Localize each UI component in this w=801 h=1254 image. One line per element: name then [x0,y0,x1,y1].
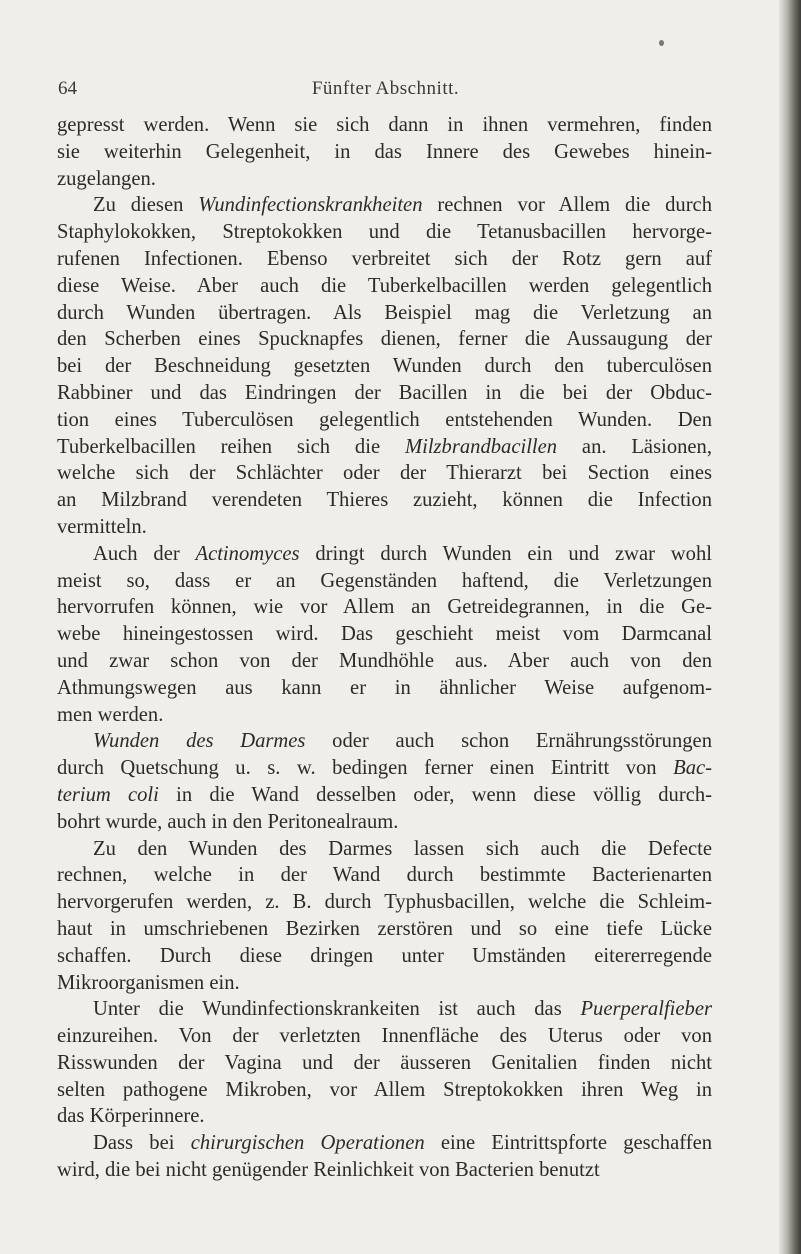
text-line: terium coli in die Wand desselben oder, wenn diese völlig durch- [57,783,712,806]
paragraph [57,728,712,835]
text-line: rechnen, welche in der Wand durch bestimmte Bacterienarten [57,864,712,887]
italic-term: chirurgischen Operationen [190,1132,425,1155]
text-line: Unter die Wundinfectionskrankeiten ist auch das Puerperalfieber [93,998,712,1021]
paragraph [57,996,712,1130]
ink-smudge [659,40,664,46]
text-line: Wunden des Darmes oder auch schon Ernährungsstörungen [93,730,712,753]
italic-term: Wunden des Darmes [93,730,306,753]
paragraph [57,541,712,729]
italic-term: Actinomyces [195,542,300,565]
text-line: schaffen. Durch diese dringen unter Umständen eitererregende [57,944,712,967]
text-line: zugelangen. [57,167,156,190]
text-line: webe hineingestossen wird. Das geschieht meist vom Darmcanal [57,623,712,646]
text-line: sie weiterhin Gelegenheit, in das Innere des Gewebes hinein- [57,140,712,163]
text-line: gepresst werden. Wenn sie sich dann in ihnen vermehren, finden [57,114,712,136]
paragraph [57,836,712,997]
text-line: Athmungswegen aus kann er in ähnlicher Weise aufgenom- [57,676,712,699]
text-line: einzureihen. Von der verletzten Innenfläche des Uterus oder von [57,1025,712,1048]
text-line: Mikroorganismen ein. [57,971,240,994]
page-header [58,78,713,102]
text-line: das Körperinnere. [57,1105,205,1128]
text-line: rufenen Infectionen. Ebenso verbreitet sich der Rotz gern auf [57,247,712,270]
text-line: den Scherben eines Spucknapfes dienen, ferner die Aussaugung der [57,328,712,351]
text-line: wird, die bei nicht genügender Reinlichkeit von Bacterien benutzt [57,1159,600,1182]
text-line: Auch der Actinomyces dringt durch Wunden ein und zwar wohl [93,542,712,565]
text-line: Rabbiner und das Eindringen der Bacillen in die bei der Obduc- [57,381,712,404]
body-text [57,112,712,1184]
paragraph [57,112,712,192]
text-line: diese Weise. Aber auch die Tuberkelbacillen werden gelegentlich [57,274,712,297]
text-line: Staphylokokken, Streptokokken und die Tetanusbacillen hervorge- [57,221,712,244]
text-line: vermitteln. [57,515,147,538]
text-line: meist so, dass er an Gegenständen haftend, die Verletzungen [57,569,712,592]
text-line: Zu diesen Wundinfectionskrankheiten rechnen vor Allem die durch [93,194,712,217]
text-line: durch Quetschung u. s. w. bedingen ferner einen Eintritt von Bac- [57,757,712,780]
text-line: tion eines Tuberculösen gelegentlich entstehenden Wunden. Den [57,408,712,431]
text-line: Dass bei chirurgischen Operationen eine Eintrittspforte geschaffen [93,1132,713,1155]
text-line: bohrt wurde, auch in den Peritonealraum. [57,810,399,833]
text-line: Risswunden der Vagina und der äusseren Genitalien finden nicht [57,1051,712,1074]
text-line: bei der Beschneidung gesetzten Wunden durch den tuberculösen [57,355,712,378]
italic-term: Wundinfectionskrankheiten [198,194,423,217]
italic-term: terium coli [57,783,159,806]
text-line: hervorrufen können, wie vor Allem an Getreidegrannen, in die Ge- [57,596,712,619]
page-number: 64 [58,78,77,99]
paragraph [57,1130,712,1184]
text-line: Tuberkelbacillen reihen sich die Milzbrandbacillen an. Läsionen, [57,435,712,458]
text-line: welche sich der Schlächter oder der Thierarzt bei Section eines [57,462,712,485]
text-line: und zwar schon von der Mundhöhle aus. Aber auch von den [57,649,712,672]
text-line: durch Wunden übertragen. Als Beispiel mag die Verletzung an [57,301,712,324]
text-line: men werden. [57,703,164,726]
paragraph [57,192,712,540]
italic-term: Milzbrandbacillen [404,435,558,458]
page-edge-shadow [779,0,801,1254]
text-line: an Milzbrand verendeten Thieres zuzieht, können die Infection [57,489,712,512]
text-line: selten pathogene Mikroben, vor Allem Streptokokken ihren Weg in [57,1078,712,1101]
text-line: hervorgerufen werden, z. B. durch Typhusbacillen, welche die Schleim- [57,891,712,914]
running-title: Fünfter Abschnitt. [311,78,460,99]
text-line: haut in umschriebenen Bezirken zerstören und so eine tiefe Lücke [57,917,712,940]
italic-term: Puerperalfieber [580,998,712,1021]
italic-term: Bac- [673,757,712,780]
text-line: Zu den Wunden des Darmes lassen sich auch die Defecte [93,837,712,860]
